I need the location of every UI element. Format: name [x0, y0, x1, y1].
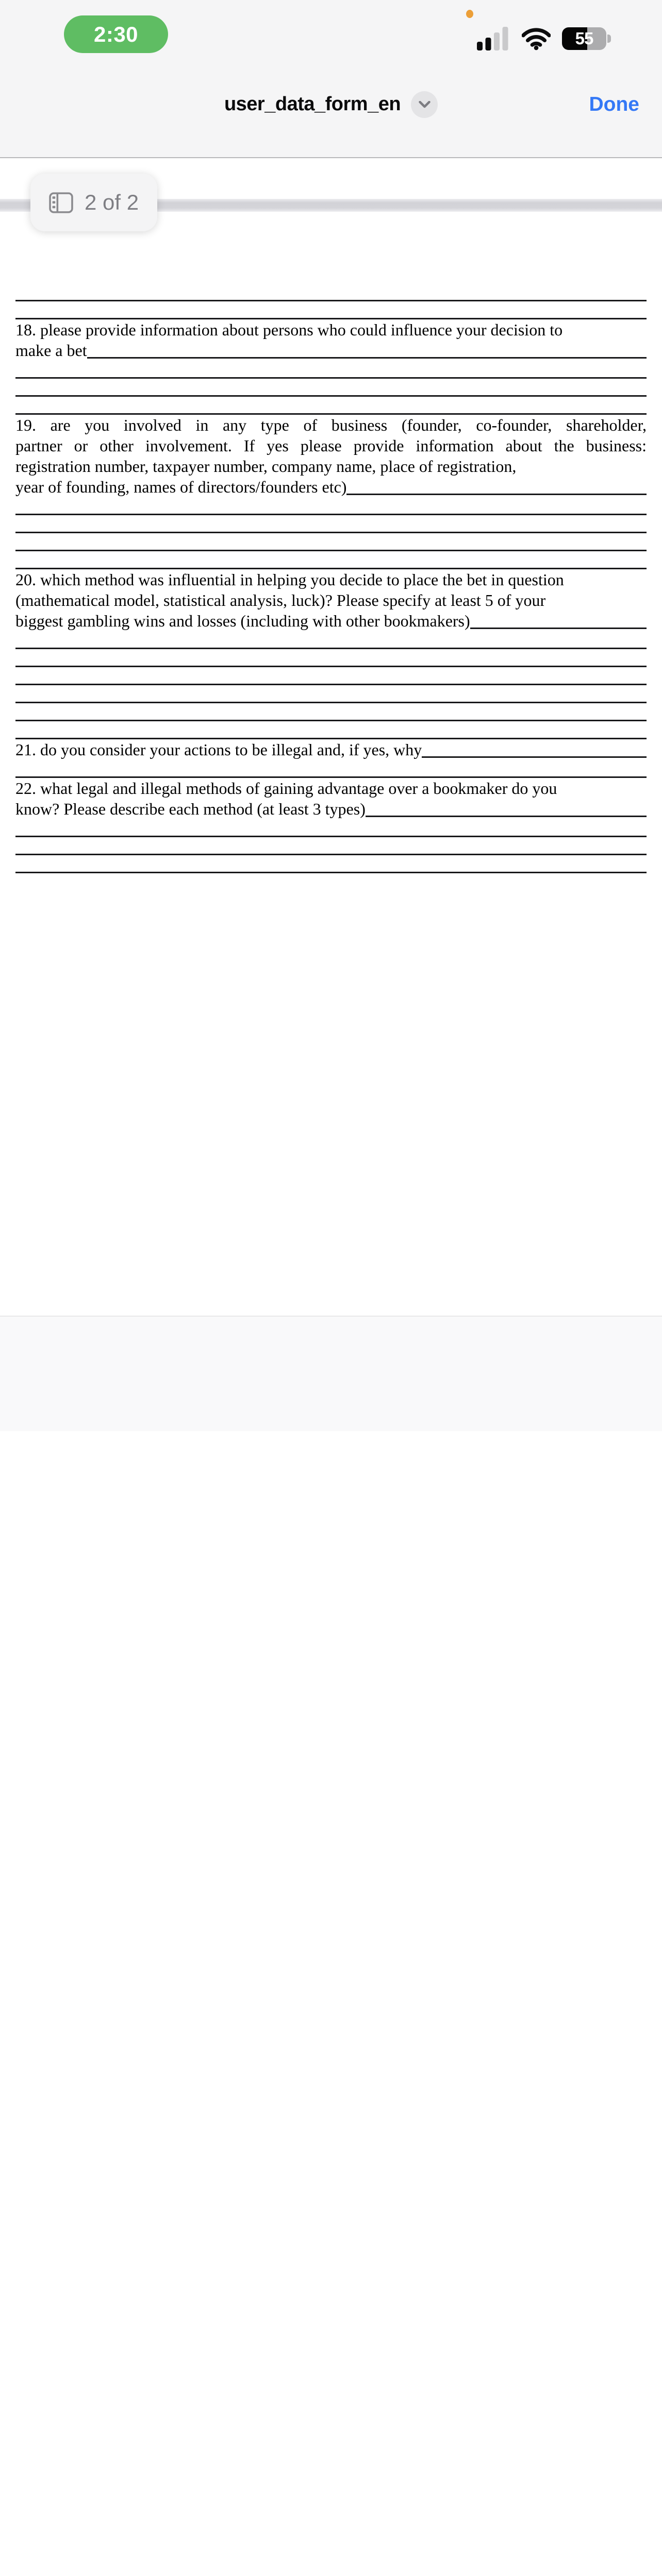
answer-line: [15, 649, 647, 667]
answer-line: [15, 703, 647, 721]
question-text-with-answer-line: [15, 799, 647, 819]
question-text-span: 22. what legal and illegal methods of gaining advantage over a bookmaker do you: [15, 779, 557, 798]
page-indicator[interactable]: [30, 174, 157, 231]
question-text-span: biggest gambling wins and losses (including with other bookmakers): [15, 612, 470, 630]
answer-line: [15, 721, 647, 739]
answer-line: [15, 497, 647, 515]
question-text: [15, 415, 647, 435]
question-text-span: year of founding, names of directors/founders etc): [15, 478, 347, 496]
question-text: [15, 778, 647, 799]
question-text-with-answer-line: [15, 739, 647, 760]
question-text-span: (mathematical model, statistical analysis, luck)? Please specify at least 5 of your: [15, 591, 546, 609]
answer-line: [15, 837, 647, 855]
question-text: [15, 590, 647, 611]
inline-answer-line: [87, 340, 647, 359]
document-title: user_data_form_en: [224, 93, 401, 115]
battery-percent: 55: [575, 29, 593, 48]
answer-line: [15, 515, 647, 533]
page-indicator-label: 2 of 2: [85, 190, 139, 214]
document-rows: [15, 283, 647, 873]
question-text-span: 21. do you consider your actions to be illegal and, if yes, why: [15, 740, 422, 759]
question-text-span: registration number, taxpayer number, company name, place of registration,: [15, 457, 517, 476]
battery-icon: [562, 27, 606, 50]
answer-line: [15, 667, 647, 685]
answer-line: [15, 685, 647, 703]
answer-line: [15, 819, 647, 837]
mic-indicator-dot: [466, 10, 473, 18]
question-text-with-answer-line: [15, 477, 647, 497]
answer-line: [15, 283, 647, 301]
inline-answer-line: [346, 477, 647, 495]
question-text-with-answer-line: [15, 340, 647, 361]
answer-line: [15, 855, 647, 873]
inline-answer-line: [366, 799, 647, 817]
question-text: [15, 435, 647, 456]
call-time-pill[interactable]: [64, 15, 168, 53]
question-text-span: 18. please provide information about persons who could influence your decision to: [15, 320, 563, 339]
question-text: [15, 456, 647, 477]
question-text: [15, 319, 647, 340]
question-text: [15, 569, 647, 590]
question-text-span: know? Please describe each method (at least 3 types): [15, 800, 366, 818]
done-button[interactable]: Done: [589, 93, 639, 115]
question-text-span: 20. which method was influential in helping you decide to place the bet in question: [15, 570, 564, 589]
answer-line: [15, 551, 647, 569]
nav-bar: [0, 52, 662, 157]
answer-line: [15, 397, 647, 415]
chevron-down-icon: [419, 101, 431, 108]
answer-line: [15, 379, 647, 397]
inline-answer-line: [470, 611, 647, 629]
title-group: [0, 52, 662, 157]
cellular-signal-icon: [477, 27, 509, 50]
answer-line: [15, 361, 647, 379]
question-text-span: 19. are you involved in any type of business (founder, co-founder, shareholder,: [15, 416, 647, 434]
answer-line: [15, 533, 647, 551]
wifi-icon: [522, 27, 551, 50]
title-menu-button[interactable]: [411, 91, 438, 118]
status-time: 2:30: [93, 22, 139, 46]
top-chrome: [0, 0, 662, 158]
question-text-span: partner or other involvement. If yes please provide information about the business:: [15, 436, 647, 455]
answer-line: [15, 631, 647, 649]
answer-line: [15, 301, 647, 319]
question-text-with-answer-line: [15, 611, 647, 631]
inline-answer-line: [422, 739, 647, 758]
bottom-toolbar: [0, 1316, 662, 1431]
question-text-span: make a bet: [15, 341, 87, 360]
answer-line: [15, 760, 647, 778]
sidebar-thumbnails-icon: [49, 192, 73, 213]
